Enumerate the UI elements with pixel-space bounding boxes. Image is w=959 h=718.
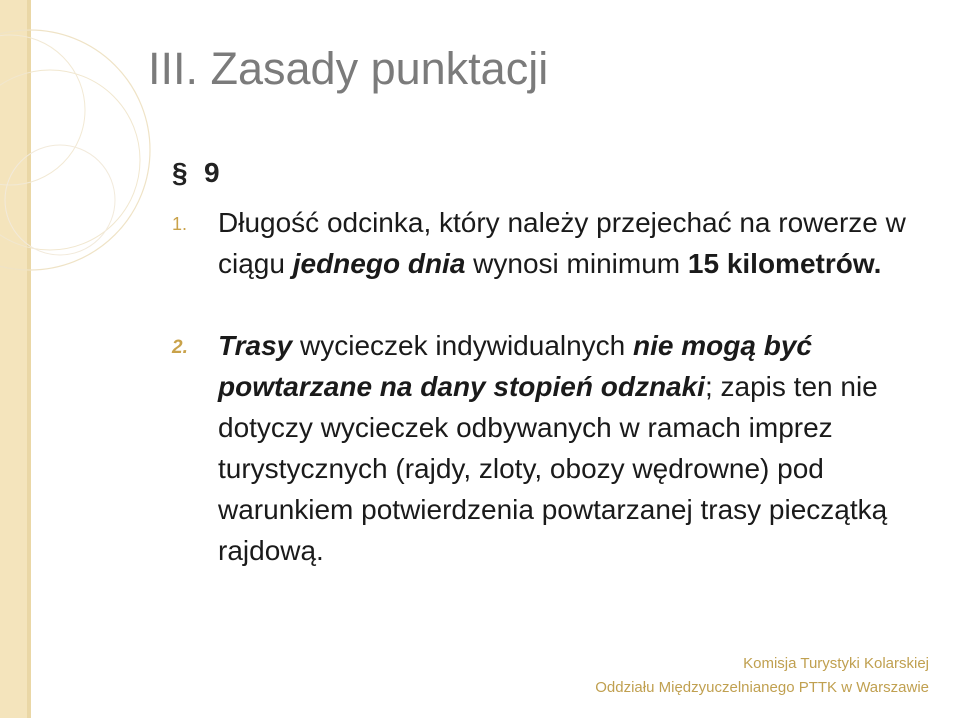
list-item-number: 1. — [172, 214, 188, 234]
list-item-number: 2. — [172, 337, 188, 358]
emphasis-segment: Trasy — [218, 330, 293, 361]
emphasis-segment: jednego dnia — [292, 248, 466, 279]
slide-title: III. Zasady punktacji — [148, 43, 549, 94]
section-number: 9 — [204, 157, 220, 188]
text-segment: Długość odcinka, który należy przejechać na rowerze w ciągu — [218, 207, 906, 279]
text-segment: wycieczek indywidualnych — [292, 330, 634, 361]
list-item-text — [218, 330, 887, 566]
emphasis-segment: nie mogą być powtarzane na dany stopień odznaki — [218, 330, 812, 402]
bold-segment: 15 kilometrów. — [687, 248, 882, 279]
footer — [595, 652, 929, 700]
footer-line-2: Oddziału Międzyuczelnianego PTTK w Warszawie — [595, 679, 929, 696]
list-item-2 — [172, 325, 938, 571]
text-segment: ; zapis ten nie dotyczy wycieczek odbywanych w ramach imprez turystycznych (rajdy, zloty, obozy wędrowne) pod warunkiem potwierdzenia powtarzanej trasy pieczątką rajdową. — [218, 371, 888, 566]
section-heading — [172, 157, 220, 189]
section-sign: § — [172, 157, 188, 188]
list-item-text — [218, 207, 906, 279]
footer-line-1: Komisja Turystyki Kolarskiej — [743, 655, 929, 672]
list-item-1 — [172, 202, 938, 284]
text-segment: wynosi minimum — [465, 248, 688, 279]
